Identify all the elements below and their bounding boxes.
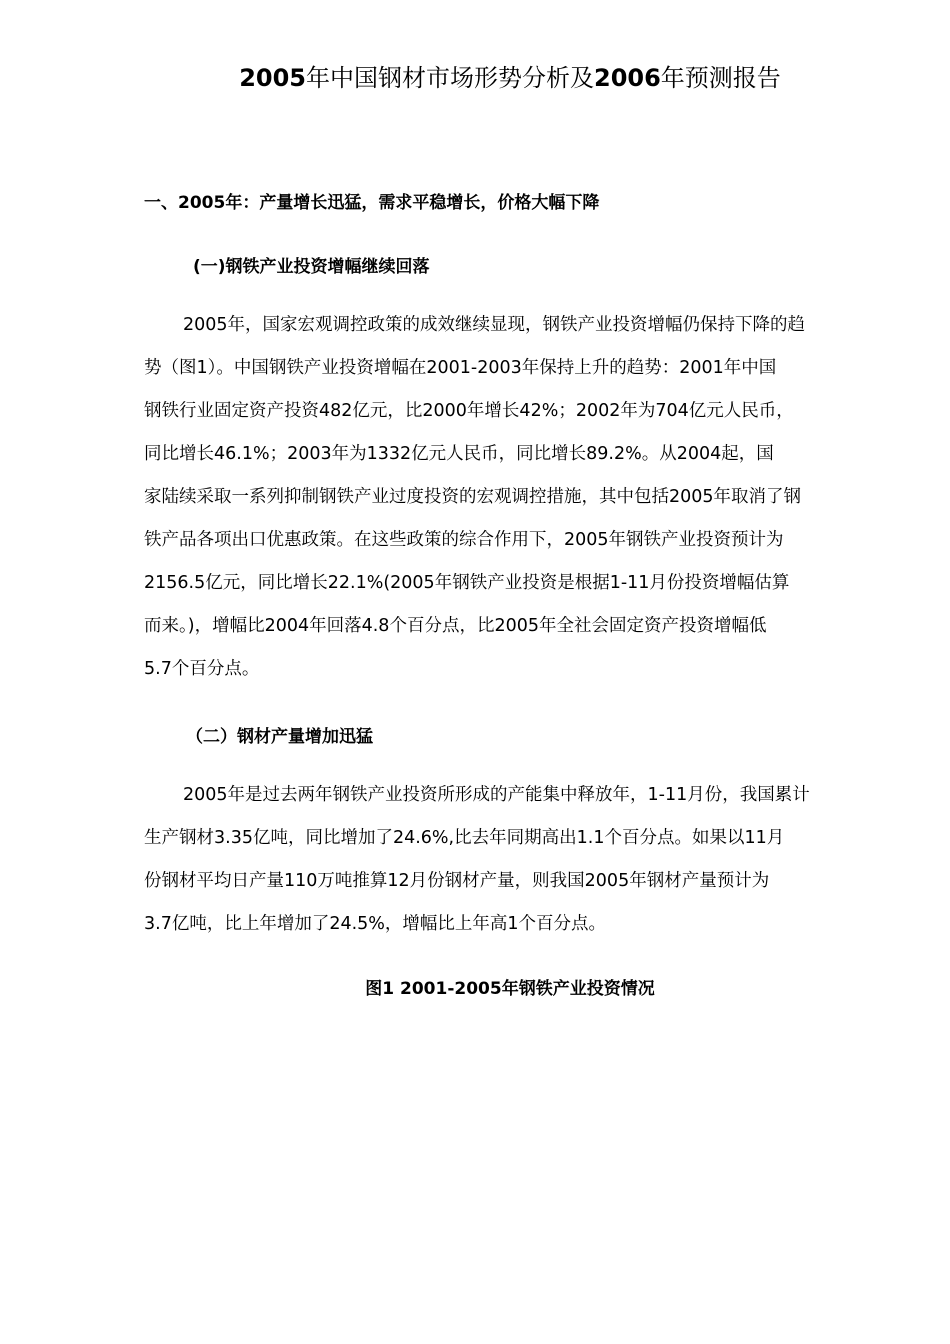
document-title: [0, 58, 950, 93]
subsection-heading-2: （二）钢材产量增加迅猛: [186, 727, 373, 747]
title-year-2005: 2005: [239, 64, 306, 92]
section-heading-1: 一、2005年：产量增长迅猛，需求平稳增长，价格大幅下降: [144, 193, 600, 213]
paragraph-line: 5.7个百分点。: [144, 659, 260, 679]
paragraph-1: [144, 304, 884, 691]
title-text-b: 年预测报告: [660, 64, 781, 92]
paragraph-line: 而来。)，增幅比2004年回落4.8个百分点，比2005年全社会固定资产投资增幅低: [144, 616, 767, 636]
paragraph-line: 势（图1）。中国钢铁产业投资增幅在2001-2003年保持上升的趋势：2001年中国: [144, 358, 777, 378]
paragraph-line: 钢铁行业固定资产投资482亿元，比2000年增长42%；2002年为704亿元人民币，: [144, 401, 794, 421]
paragraph-line: 2005年，国家宏观调控政策的成效继续显现，钢铁产业投资增幅仍保持下降的趋: [183, 315, 806, 335]
subsection-heading-1: (一)钢铁产业投资增幅继续回落: [193, 257, 430, 277]
title-year-2006: 2006: [594, 64, 661, 92]
paragraph-line: 2156.5亿元，同比增长22.1%(2005年钢铁产业投资是根据1-11月份投资增幅估算: [144, 573, 790, 593]
paragraph-line: 同比增长46.1%；2003年为1332亿元人民币，同比增长89.2%。从2004起，国: [144, 444, 774, 464]
paragraph-line: 铁产品各项出口优惠政策。在这些政策的综合作用下，2005年钢铁产业投资预计为: [144, 530, 784, 550]
paragraph-line: 3.7亿吨，比上年增加了24.5%，增幅比上年高1个百分点。: [144, 914, 607, 934]
paragraph-line: 2005年是过去两年钢铁产业投资所形成的产能集中释放年，1-11月份，我国累计: [183, 785, 810, 805]
paragraph-line: 份钢材平均日产量110万吨推算12月份钢材产量，则我国2005年钢材产量预计为: [144, 871, 770, 891]
paragraph-line: 家陆续采取一系列抑制钢铁产业过度投资的宏观调控措施，其中包括2005年取消了钢: [144, 487, 802, 507]
paragraph-line: 生产钢材3.35亿吨，同比增加了24.6%,比去年同期高出1.1个百分点。如果以11月: [144, 828, 785, 848]
title-text-a: 年中国钢材市场形势分析及: [306, 64, 594, 92]
paragraph-2: [144, 774, 884, 946]
figure-caption: 图1 2001-2005年钢铁产业投资情况: [365, 979, 655, 999]
